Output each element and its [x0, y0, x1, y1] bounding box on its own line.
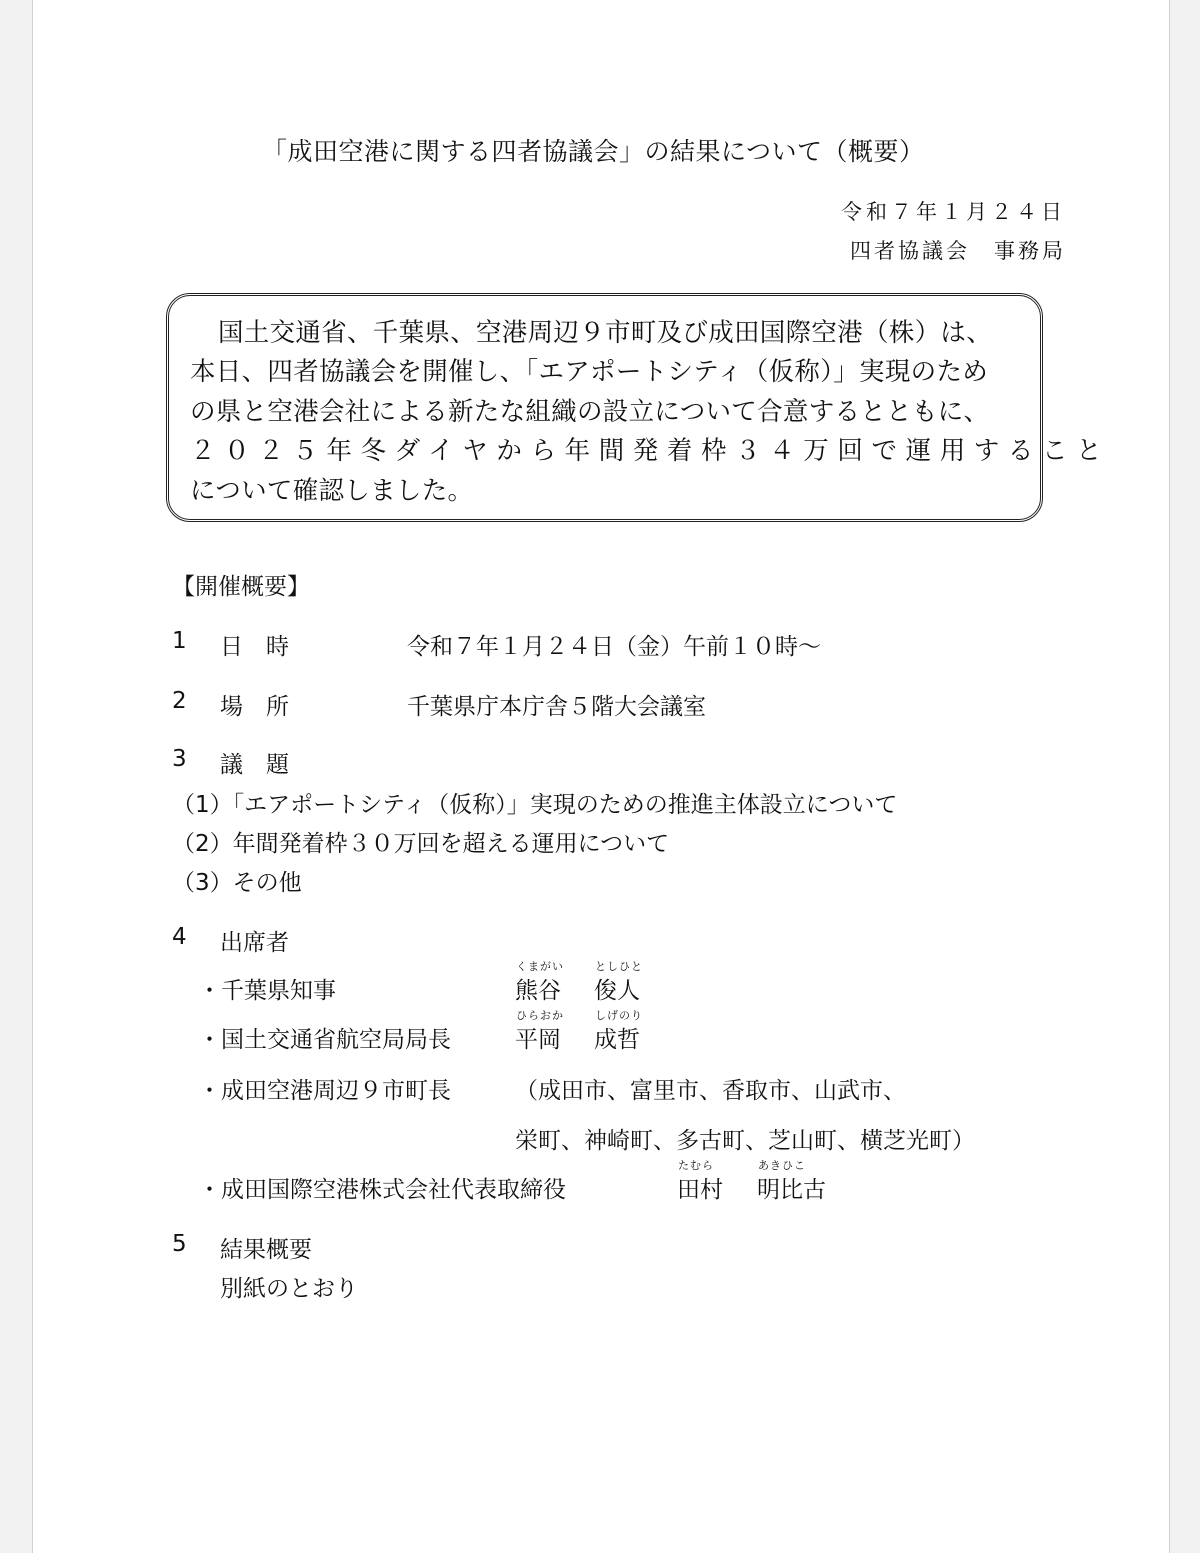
attendee-role: ・国土交通省航空局局長 [198, 1027, 451, 1053]
item-label-datetime: 日 時 [220, 634, 289, 660]
name-ruby: しげのり [595, 1009, 643, 1022]
name-ruby: ひらおか [516, 1009, 564, 1022]
item-value-venue: 千葉県庁本庁舎５階大会議室 [407, 694, 706, 720]
item-number: 5 [172, 1231, 187, 1257]
attendee-role: ・千葉県知事 [198, 978, 336, 1004]
document-date: 令和７年１月２４日 [841, 200, 1066, 224]
item-number: 1 [172, 628, 187, 654]
document-title: 「成田空港に関する四者協議会」の結果について（概要） [262, 137, 925, 166]
issuing-office: 四者協議会 事務局 [850, 239, 1066, 263]
agenda-item: （1）「エアポートシティ（仮称）」実現のための推進主体設立について [172, 792, 898, 818]
attendee-surname: 熊谷 [515, 978, 561, 1004]
item-number: 3 [172, 746, 187, 772]
agenda-item: （2）年間発着枠３０万回を超える運用について [172, 831, 670, 857]
name-ruby: としひと [595, 960, 643, 973]
attendee-given-name: 明比古 [757, 1177, 826, 1203]
attendee-role: ・成田国際空港株式会社代表取締役 [198, 1177, 566, 1203]
item-value-datetime: 令和７年１月２４日（金）午前１０時～ [407, 634, 821, 660]
attendee-given-name: 成哲 [594, 1027, 640, 1053]
attendee-role: ・成田空港周辺９市町長 [198, 1078, 451, 1104]
item-label-results: 結果概要 [220, 1237, 312, 1263]
item-number: 2 [172, 688, 187, 714]
name-ruby: くまがい [516, 960, 564, 973]
summary-line: の県と空港会社による新たな組織の設立について合意するとともに、 [190, 397, 990, 427]
attendee-given-name: 俊人 [594, 978, 640, 1004]
summary-line: ２０２５年冬ダイヤから年間発着枠３４万回で運用すること [190, 436, 1111, 466]
summary-line: 国土交通省、千葉県、空港周辺９市町及び成田国際空港（株）は、 [218, 318, 993, 348]
overview-heading: 【開催概要】 [172, 574, 310, 600]
attendee-surname: 平岡 [515, 1027, 561, 1053]
item-label-venue: 場 所 [220, 694, 289, 720]
item-number: 4 [172, 924, 187, 950]
name-ruby: あきひこ [758, 1159, 806, 1172]
agenda-item: （3）その他 [172, 870, 302, 896]
item-label-agenda: 議 題 [220, 752, 289, 778]
municipality-list: 栄町、神崎町、多古町、芝山町、横芝光町） [515, 1128, 975, 1154]
summary-line: について確認しました。 [190, 476, 474, 506]
municipality-list: （成田市、富里市、香取市、山武市、 [515, 1078, 906, 1104]
item-value-results: 別紙のとおり [220, 1276, 358, 1302]
attendee-surname: 田村 [677, 1177, 723, 1203]
item-label-attendees: 出席者 [220, 930, 289, 956]
document-page [32, 0, 1170, 1553]
summary-line: 本日、四者協議会を開催し、「エアポートシティ（仮称）」実現のため [190, 357, 989, 387]
name-ruby: たむら [678, 1159, 714, 1172]
